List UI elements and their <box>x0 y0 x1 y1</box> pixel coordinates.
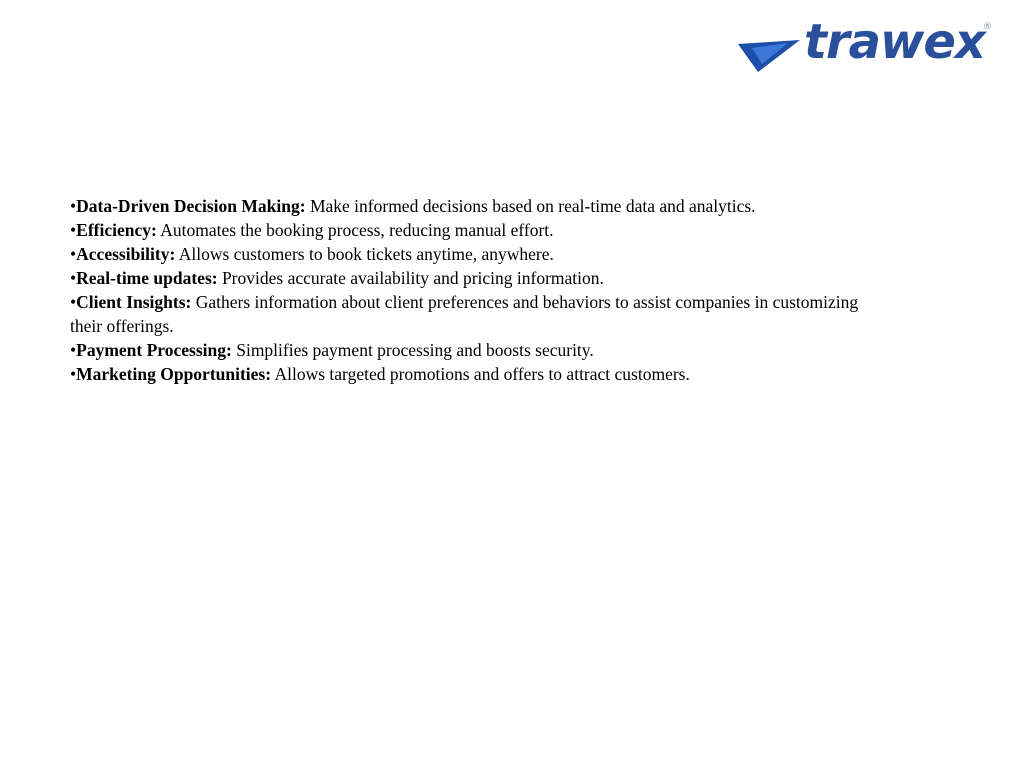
bullet-title: Marketing Opportunities: <box>76 364 272 384</box>
bullet-text: Gathers information about client preferences and behaviors to assist companies in customizing their offerings. <box>70 292 859 336</box>
bullet-title: Efficiency: <box>76 220 157 240</box>
bullet-item: •Real-time updates: Provides accurate availability and pricing information. <box>70 268 604 288</box>
bullet-text: Allows targeted promotions and offers to attract customers. <box>271 364 690 384</box>
logo-text: trawex <box>804 14 985 70</box>
bullet-title: Payment Processing: <box>76 340 232 360</box>
bullet-item: •Marketing Opportunities: Allows targeted promotions and offers to attract customers. <box>70 364 690 384</box>
trawex-logo <box>738 14 1024 82</box>
bullet-text: Allows customers to book tickets anytime, anywhere. <box>175 244 554 264</box>
bullet-item: •Payment Processing: Simplifies payment processing and boosts security. <box>70 340 594 360</box>
bullet-item: •Data-Driven Decision Making: Make informed decisions based on real-time data and analytics. <box>70 196 756 216</box>
bullet-text: Make informed decisions based on real-time data and analytics. <box>305 196 756 216</box>
benefits-list <box>70 194 890 386</box>
bullet-text: Automates the booking process, reducing manual effort. <box>156 220 554 240</box>
bullet-title: Real-time updates: <box>76 268 218 288</box>
plane-arrow-icon <box>738 38 802 74</box>
bullet-item: •Accessibility: Allows customers to book tickets anytime, anywhere. <box>70 244 554 264</box>
bullet-text: Provides accurate availability and pricing information. <box>217 268 604 288</box>
bullet-item: •Efficiency: Automates the booking process, reducing manual effort. <box>70 220 554 240</box>
registered-mark: ® <box>983 22 992 32</box>
bullet-title: Data-Driven Decision Making: <box>76 196 306 216</box>
bullet-item: •Client Insights: Gathers information about client preferences and behaviors to assist companies in customizing their offerings. <box>70 292 859 336</box>
bullet-title: Accessibility: <box>76 244 176 264</box>
bullet-text: Simplifies payment processing and boosts security. <box>231 340 594 360</box>
bullet-title: Client Insights: <box>76 292 192 312</box>
